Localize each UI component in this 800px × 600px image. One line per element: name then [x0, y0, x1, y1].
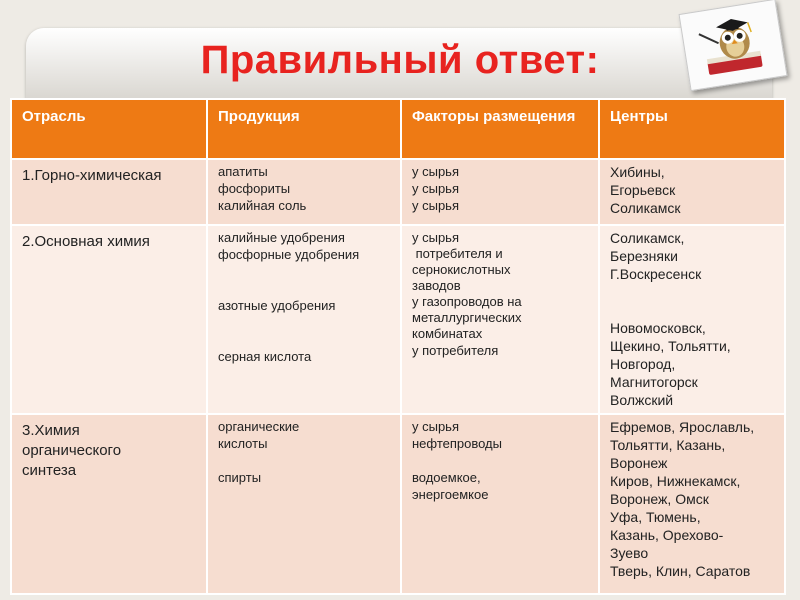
- header-industry: Отрасль: [12, 100, 206, 158]
- centers-cell: Хибины, Егорьевск Соликамск: [600, 160, 784, 224]
- factors-cell: у сырья потребителя и сернокислотных заводов у газопроводов на металлургических комбинатах у потребителя: [402, 226, 598, 413]
- table-row: [12, 160, 784, 224]
- products-cell: органические кислоты спирты: [208, 415, 400, 593]
- factors-cell: у сырья у сырья у сырья: [402, 160, 598, 224]
- header-centers: Центры: [600, 100, 784, 158]
- products-cell: апатиты фосфориты калийная соль: [208, 160, 400, 224]
- table-header-row: [12, 100, 784, 158]
- owl-graduate-on-book-icon: [679, 0, 788, 91]
- industry-cell: 3.Химия органического синтеза: [12, 415, 206, 593]
- centers-cell: Соликамск, Березняки Г.Воскресенск Новомосковск, Щекино, Тольятти, Новгород, Магнитогорск Волжский: [600, 226, 784, 413]
- header-products: Продукция: [208, 100, 400, 158]
- industry-cell: 1.Горно-химическая: [12, 160, 206, 224]
- centers-cell: Ефремов, Ярославль, Тольятти, Казань, Воронеж Киров, Нижнекамск, Воронеж, Омск Уфа, Тюмень, Казань, Орехово-Зуево Тверь, Клин, Саратов: [600, 415, 784, 593]
- industry-table: [10, 98, 786, 595]
- table-row: [12, 226, 784, 413]
- table-row: [12, 415, 784, 593]
- factors-cell: у сырья нефтепроводы водоемкое, энергоемкое: [402, 415, 598, 593]
- header-factors: Факторы размещения: [402, 100, 598, 158]
- industry-cell: 2.Основная химия: [12, 226, 206, 413]
- products-cell: калийные удобрения фосфорные удобрения азотные удобрения серная кислота: [208, 226, 400, 413]
- page-title: Правильный ответ:: [200, 38, 600, 82]
